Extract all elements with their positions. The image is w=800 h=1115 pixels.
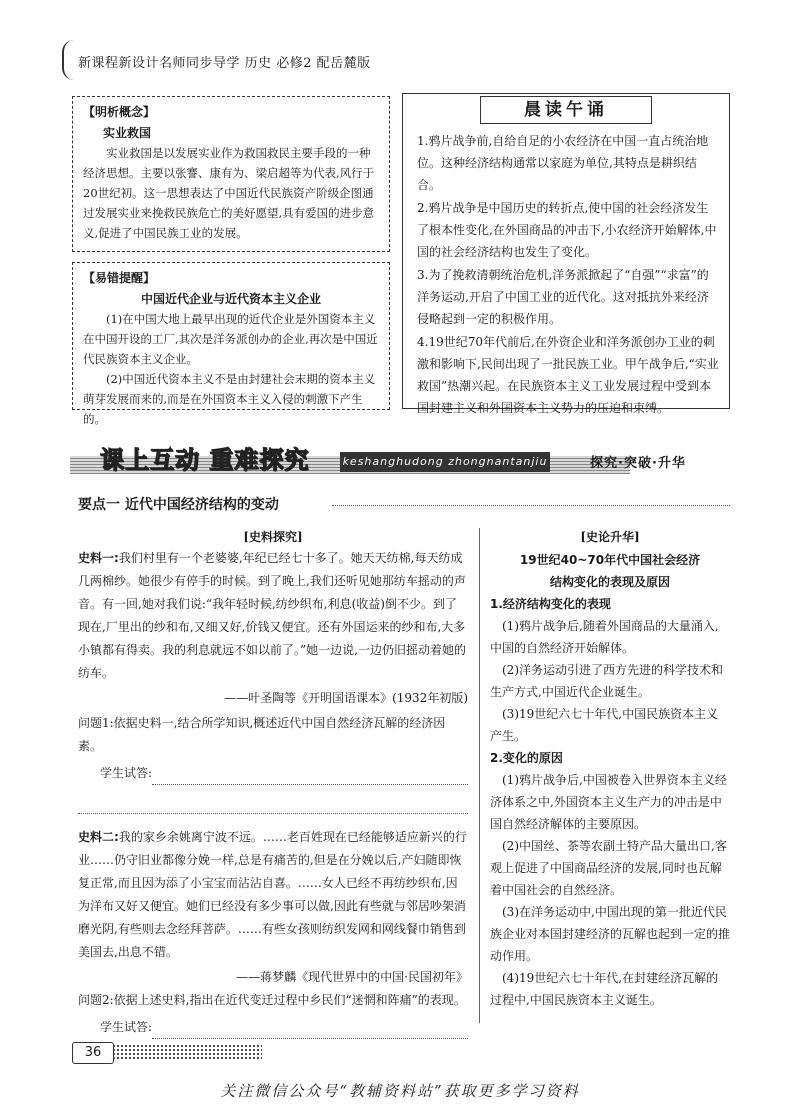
concept-paragraph: 实业救国是以发展实业作为救国救民主要手段的一种经济思想。主要以张謇、康有为、梁启超等为代表,风行于20世纪初。这一思想表达了中国近代民族资产阶级企图通过发展实业来挽救民族危亡的美好愿望,具有爱国的进步意义,促进了中国民族工业的发展。 (83, 146, 375, 240)
right-title-line1: 19世纪40~70年代中国社会经济 (519, 553, 701, 567)
right-sub2-item: (2)中国丝、茶等农副土特产品大量出口,客观上促进了中国商品经济的发展,同时也瓦解着中国社会的自然经济。 (490, 839, 727, 897)
section-title: 要点一 近代中国经济结构的变动 (78, 497, 279, 513)
banner-tagline: 探究·突破·升华 (590, 456, 686, 471)
banner-title: 课上互动 重难探究 (100, 446, 310, 474)
concept-box (72, 96, 390, 252)
left-column (78, 528, 468, 1039)
error-paragraph: (2)中国近代资本主义不是由封建社会末期的资本主义萌芽发展而来的,而是在外国资本主义入侵的刺激下产生的。 (83, 372, 376, 426)
answer1-line-2[interactable] (78, 793, 468, 814)
morning-item: 2.鸦片战争是中国历史的转折点,使中国的社会经济发生了根本性变化,在外国商品的冲击下,小农经济开始解体,中国的社会经济结构也发生了变化。 (417, 201, 717, 259)
error-paragraph: (1)在中国大地上最早出现的近代企业是外国资本主义在中国开设的工厂,其次是洋务派创办的企业,再次是中国近代民族资本主义企业。 (83, 312, 378, 366)
right-sub1: 1.经济结构变化的表现 (490, 597, 611, 611)
material2-source: ——蒋梦麟《现代世界中的中国·民国初年》 (236, 970, 468, 984)
right-sub1-item: (3)19世纪六七十年代,中国民族资本主义产生。 (490, 707, 719, 743)
banner-subtitle: keshanghudong zhongnantanjiu (340, 452, 550, 472)
header-bracket (62, 40, 78, 80)
morning-item: 4.19世纪70年代前后,在外资企业和洋务派创办工业的刺激和影响下,民间出现了一批民族工业。甲午战争后,“实业救国”热潮兴起。在民族资本主义工业发展过程中受到本国封建主义和外国资本主义势力的压迫和束缚。 (417, 335, 719, 415)
morning-reading-box (402, 93, 730, 415)
column-divider (479, 528, 480, 1023)
right-sub2-item: (1)鸦片战争后,中国被卷入世界资本主义经济体系之中,外国资本主义生产力的冲击是中国自然经济解体的主要原因。 (490, 773, 727, 831)
answer1-line[interactable] (152, 764, 468, 785)
material2-text: 我的家乡余姚离宁波不远。……老百姓现在已经能够适应新兴的行业……仍守旧业都像分娩一样,总是有痛苦的,但是在分娩以后,产妇随即恢复正常,而且因为添了小宝宝而沾沾自喜。……女人已经不再纺纱织布,因为洋布又好又便宜。她们已经没有多少事可以做,因此有些就与邻居吵架消磨光阴,有些则去念经拜菩萨。……有些女孩则纺织发网和网线餐巾销售到美国去,出息不错。 (78, 830, 467, 959)
section-dotted-rule (332, 505, 730, 506)
morning-box-title: 晨读午诵 (480, 96, 652, 124)
answer2-line[interactable] (152, 1018, 468, 1039)
right-sub2-item: (3)在洋务运动中,中国出现的第一批近代民族企业对本国封建经济的瓦解也起到一定的推动作用。 (490, 905, 731, 963)
left-heading: [史料探究] (243, 530, 303, 544)
error-box (72, 262, 390, 426)
right-column (490, 528, 730, 1011)
running-header: 新课程新设计名师同步导学 历史 必修2 配岳麓版 (78, 56, 371, 71)
material1-text: 我们村里有一个老婆婆,年纪已经七十多了。她天天纺棉,每天纺成几两棉纱。她很少有停手的时候。到了晚上,我们还听见她那纺车摇动的声音。有一回,她对我们说:“我年轻时候,纺纱织布,利息(收益)倒不少。到了现在,厂里出的纱和布,又细又好,价钱又便宜。还有外国运来的纱和布,大多小镇都有得卖。我的利息就远不如以前了。”她一边说,一边仍旧摇动着她的纺车。 (78, 551, 466, 680)
right-sub2: 2.变化的原因 (490, 751, 563, 765)
question2: 问题2:依据上述史料,指出在近代变迁过程中乡民们“迷惘和阵痛”的表现。 (78, 993, 466, 1007)
morning-item: 3.为了挽救清朝统治危机,洋务派掀起了“自强”“求富”的洋务运动,开启了中国工业的近代化。这对抵抗外来经济侵略起到一定的积极作用。 (417, 268, 709, 326)
error-box-title: 中国近代企业与近代资本主义企业 (140, 292, 321, 306)
morning-item: 1.鸦片战争前,自给自足的小农经济在中国一直占统治地位。这种经济结构通常以家庭为单位,其特点是耕织结合。 (417, 134, 709, 192)
right-heading: [史论升华] (580, 530, 640, 544)
right-sub1-item: (2)洋务运动引进了西方先进的科学技术和生产方式,中国近代企业诞生。 (490, 663, 723, 699)
answer2-label: 学生试答: (100, 1020, 153, 1034)
question1: 问题1:依据史料一,结合所学知识,概述近代中国自然经济瓦解的经济因素。 (78, 716, 446, 753)
concept-box-title: 实业救国 (103, 126, 152, 140)
page-number: 36 (72, 1042, 114, 1064)
right-sub1-item: (1)鸦片战争后,随着外国商品的大量涌入,中国的自然经济开始解体。 (490, 619, 719, 655)
page-number-pattern (112, 1044, 262, 1060)
right-title-line2: 结构变化的表现及原因 (549, 575, 670, 589)
error-box-tag: 【易错提醒】 (83, 271, 156, 285)
material1-source: ——叶圣陶等《开明国语课本》(1932年初版) (224, 691, 468, 705)
answer1-label: 学生试答: (100, 766, 153, 780)
material2-label: 史料二: (78, 830, 119, 844)
concept-box-tag: 【明析概念】 (83, 105, 156, 119)
footer-note: 关注微信公众号“教辅资料站”获取更多学习资料 (220, 1082, 580, 1100)
right-sub2-item: (4)19世纪六七十年代,在封建经济瓦解的过程中,中国民族资本主义诞生。 (490, 971, 719, 1007)
material1-label: 史料一: (78, 551, 119, 565)
